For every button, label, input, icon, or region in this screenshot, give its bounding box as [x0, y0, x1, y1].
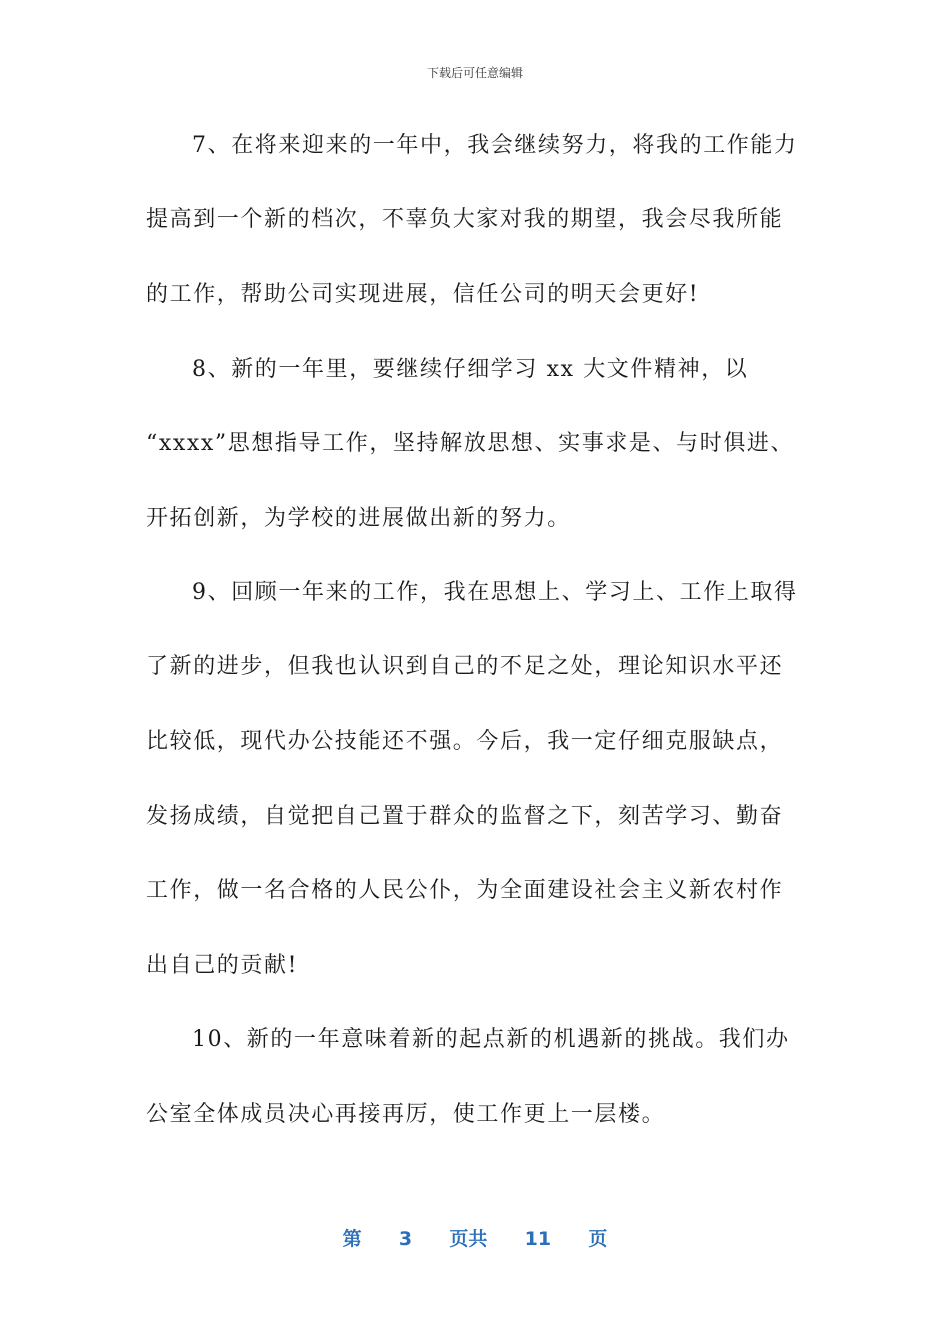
paragraph-9-line-4: 发扬成绩，自觉把自己置于群众的监督之下，刻苦学习、勤奋 — [146, 804, 784, 829]
current-page-number: 3 — [398, 1228, 413, 1250]
page-header: 下载后可任意编辑 — [426, 66, 523, 80]
page-label-prefix: 第 — [342, 1228, 362, 1250]
paragraph-9-line-1: 9、回顾一年来的工作，我在思想上、学习上、工作上取得 — [192, 580, 798, 605]
paragraph-8-line-2: “xxxx”思想指导工作，坚持解放思想、实事求是、与时俱进、 — [146, 431, 795, 456]
paragraph-9-line-2: 了新的进步，但我也认识到自己的不足之处，理论知识水平还 — [146, 654, 784, 679]
paragraph-8-line-1: 8、新的一年里，要继续仔细学习 xx 大文件精神，以 — [192, 357, 749, 382]
paragraph-10-line-1: 10、新的一年意味着新的起点新的机遇新的挑战。我们办 — [192, 1027, 790, 1052]
paragraph-7-line-3: 的工作，帮助公司实现进展，信任公司的明天会更好! — [146, 282, 700, 307]
paragraph-7-line-1: 7、在将来迎来的一年中，我会继续努力，将我的工作能力 — [192, 133, 798, 158]
paragraph-9-line-5: 工作，做一名合格的人民公仆，为全面建设社会主义新农村作 — [146, 878, 784, 903]
paragraph-8-line-3: 开拓创新，为学校的进展做出新的努力。 — [146, 506, 571, 531]
paragraph-9-line-3: 比较低，现代办公技能还不强。今后，我一定仔细克服缺点， — [146, 729, 784, 754]
paragraph-9-line-6: 出自己的贡献! — [146, 953, 299, 978]
paragraph-10-line-2: 公室全体成员决心再接再厉，使工作更上一层楼。 — [146, 1102, 666, 1127]
total-pages-number: 11 — [524, 1228, 552, 1250]
page-label-mid: 页共 — [449, 1228, 488, 1250]
page-footer — [0, 1224, 950, 1251]
paragraph-7-line-2: 提高到一个新的档次，不辜负大家对我的期望，我会尽我所能 — [146, 207, 784, 232]
page-label-suffix: 页 — [588, 1228, 608, 1250]
